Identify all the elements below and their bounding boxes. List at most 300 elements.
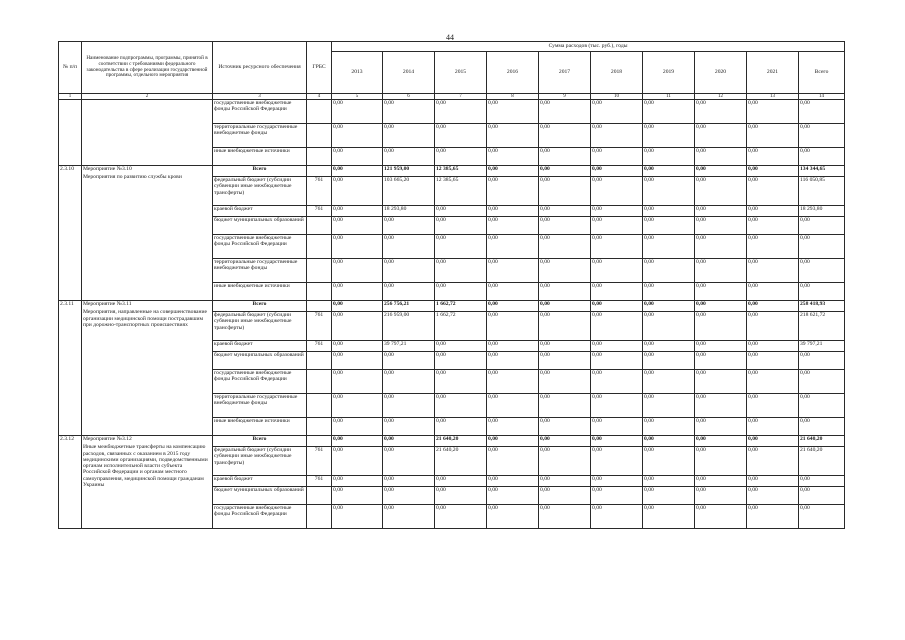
grbs-code bbox=[307, 217, 332, 235]
amount-cell: 0,00 bbox=[539, 235, 591, 259]
grbs-code bbox=[307, 100, 332, 124]
amount-cell: 0,00 bbox=[591, 177, 643, 206]
amount-cell: 0,00 bbox=[487, 217, 539, 235]
amount-cell: 0,00 bbox=[383, 124, 435, 148]
amount-cell: 0,00 bbox=[435, 235, 487, 259]
amount-cell: 0,00 bbox=[332, 301, 383, 312]
amount-cell: 1 662,72 bbox=[435, 312, 487, 341]
amount-cell: 134 344,65 bbox=[799, 166, 845, 177]
amount-cell: 0,00 bbox=[487, 487, 539, 505]
amount-cell: 0,00 bbox=[591, 217, 643, 235]
amount-cell: 1 662,72 bbox=[435, 301, 487, 312]
column-number: 4 bbox=[307, 94, 332, 100]
amount-cell: 0,00 bbox=[591, 148, 643, 166]
amount-cell: 0,00 bbox=[643, 217, 695, 235]
amount-cell: 0,00 bbox=[591, 487, 643, 505]
header-year: 2018 bbox=[591, 52, 643, 94]
header-year: 2019 bbox=[643, 52, 695, 94]
amount-cell: 0,00 bbox=[435, 418, 487, 436]
amount-cell: 0,00 bbox=[539, 177, 591, 206]
column-number: 9 bbox=[539, 94, 591, 100]
amount-cell: 0,00 bbox=[695, 124, 747, 148]
amount-cell: 0,00 bbox=[643, 301, 695, 312]
amount-cell: 0,00 bbox=[539, 301, 591, 312]
amount-cell: 0,00 bbox=[643, 436, 695, 447]
amount-cell: 0,00 bbox=[695, 418, 747, 436]
grbs-code bbox=[307, 394, 332, 418]
amount-cell: 218 621,72 bbox=[799, 312, 845, 341]
header-year: 2021 bbox=[747, 52, 799, 94]
amount-cell: 0,00 bbox=[695, 476, 747, 487]
funding-source: бюджет муниципальных образований bbox=[213, 487, 307, 505]
amount-cell: 0,00 bbox=[799, 418, 845, 436]
amount-cell: 0,00 bbox=[435, 100, 487, 124]
table-row bbox=[59, 100, 845, 124]
amount-cell: 0,00 bbox=[487, 447, 539, 476]
amount-cell: 0,00 bbox=[591, 166, 643, 177]
grbs-code bbox=[307, 301, 332, 312]
measure-number: 2.3.12 bbox=[59, 436, 82, 529]
amount-cell: 39 797,21 bbox=[383, 341, 435, 352]
amount-cell: 0,00 bbox=[591, 312, 643, 341]
amount-cell: 0,00 bbox=[435, 283, 487, 301]
amount-cell: 0,00 bbox=[332, 235, 383, 259]
amount-cell: 0,00 bbox=[332, 505, 383, 529]
amount-cell: 0,00 bbox=[487, 166, 539, 177]
amount-cell: 0,00 bbox=[332, 394, 383, 418]
amount-cell: 0,00 bbox=[747, 100, 799, 124]
amount-cell: 21 640,20 bbox=[435, 447, 487, 476]
amount-cell: 0,00 bbox=[539, 505, 591, 529]
grbs-code: 761 bbox=[307, 177, 332, 206]
grbs-code bbox=[307, 505, 332, 529]
amount-cell: 0,00 bbox=[591, 124, 643, 148]
amount-cell: 0,00 bbox=[643, 166, 695, 177]
header-year: 2017 bbox=[539, 52, 591, 94]
column-number: 6 bbox=[383, 94, 435, 100]
amount-cell: 0,00 bbox=[747, 177, 799, 206]
amount-cell: 0,00 bbox=[799, 148, 845, 166]
funding-source: территориальные государственные внебюджетные фонды bbox=[213, 124, 307, 148]
amount-cell: 0,00 bbox=[487, 100, 539, 124]
amount-cell: 0,00 bbox=[695, 436, 747, 447]
amount-cell: 0,00 bbox=[591, 341, 643, 352]
amount-cell: 0,00 bbox=[539, 341, 591, 352]
amount-cell: 0,00 bbox=[747, 476, 799, 487]
measure-title: Мероприятие №3.10 bbox=[83, 166, 132, 172]
funding-source: иные внебюджетные источники bbox=[213, 283, 307, 301]
amount-cell: 0,00 bbox=[799, 283, 845, 301]
column-number: 8 bbox=[487, 94, 539, 100]
funding-source: бюджет муниципальных образований bbox=[213, 217, 307, 235]
column-number: 2 bbox=[82, 94, 213, 100]
amount-cell: 0,00 bbox=[591, 100, 643, 124]
amount-cell: 0,00 bbox=[695, 283, 747, 301]
amount-cell: 0,00 bbox=[332, 259, 383, 283]
measure-description: Иные межбюджетные трансферты на компенсацию расходов, связанных с оказанием в 2015 году медицинскими организациями, подведомственными органам исполнительной власти субъекта Российской Федерации и органам местного самоуправления, медицинской помощи гражданам Украины bbox=[83, 444, 208, 489]
table-row bbox=[59, 166, 845, 177]
grbs-code: 761 bbox=[307, 447, 332, 476]
amount-cell: 18 293,80 bbox=[799, 206, 845, 217]
amount-cell: 0,00 bbox=[799, 370, 845, 394]
amount-cell: 0,00 bbox=[747, 370, 799, 394]
amount-cell: 0,00 bbox=[332, 148, 383, 166]
amount-cell: 0,00 bbox=[487, 418, 539, 436]
header-year: 2015 bbox=[435, 52, 487, 94]
amount-cell: 0,00 bbox=[643, 476, 695, 487]
funding-source: иные внебюджетные источники bbox=[213, 418, 307, 436]
amount-cell: 21 640,20 bbox=[799, 436, 845, 447]
amount-cell: 0,00 bbox=[539, 476, 591, 487]
amount-cell: 0,00 bbox=[332, 177, 383, 206]
amount-cell: 0,00 bbox=[539, 124, 591, 148]
amount-cell: 0,00 bbox=[539, 166, 591, 177]
amount-cell: 121 959,00 bbox=[383, 166, 435, 177]
grbs-code: 761 bbox=[307, 476, 332, 487]
amount-cell: 0,00 bbox=[695, 447, 747, 476]
measure-number bbox=[59, 100, 82, 166]
amount-cell: 0,00 bbox=[747, 206, 799, 217]
amount-cell: 0,00 bbox=[747, 394, 799, 418]
amount-cell: 0,00 bbox=[591, 476, 643, 487]
amount-cell: 0,00 bbox=[383, 217, 435, 235]
amount-cell: 0,00 bbox=[332, 352, 383, 370]
column-number: 7 bbox=[435, 94, 487, 100]
amount-cell: 0,00 bbox=[332, 341, 383, 352]
grbs-code bbox=[307, 259, 332, 283]
amount-cell: 18 293,80 bbox=[383, 206, 435, 217]
amount-cell: 0,00 bbox=[383, 436, 435, 447]
amount-cell: 0,00 bbox=[799, 235, 845, 259]
amount-cell: 0,00 bbox=[643, 124, 695, 148]
funding-source: федеральный бюджет (субсидии субвенции иные межбюджетные трансферты) bbox=[213, 312, 307, 341]
amount-cell: 0,00 bbox=[695, 217, 747, 235]
amount-cell: 0,00 bbox=[487, 259, 539, 283]
amount-cell: 0,00 bbox=[799, 259, 845, 283]
amount-cell: 0,00 bbox=[332, 370, 383, 394]
amount-cell: 0,00 bbox=[383, 505, 435, 529]
amount-cell: 0,00 bbox=[695, 177, 747, 206]
amount-cell: 0,00 bbox=[643, 177, 695, 206]
amount-cell: 0,00 bbox=[332, 217, 383, 235]
amount-cell: 0,00 bbox=[435, 217, 487, 235]
amount-cell: 0,00 bbox=[695, 505, 747, 529]
amount-cell: 0,00 bbox=[332, 283, 383, 301]
amount-cell: 0,00 bbox=[747, 124, 799, 148]
header-name: Наименование подпрограммы, программы, принятой в соответствии с требованиями федерального законодательства в сфере реализации государственной программы, отдельного мероприятия bbox=[82, 42, 213, 94]
amount-cell: 0,00 bbox=[643, 505, 695, 529]
amount-cell: 0,00 bbox=[539, 312, 591, 341]
funding-source: государственные внебюджетные фонды Российской Федерации bbox=[213, 370, 307, 394]
funding-source: краевой бюджет bbox=[213, 476, 307, 487]
amount-cell: 258 418,93 bbox=[799, 301, 845, 312]
funding-source: иные внебюджетные источники bbox=[213, 148, 307, 166]
amount-cell: 0,00 bbox=[332, 100, 383, 124]
amount-cell: 0,00 bbox=[695, 148, 747, 166]
amount-cell: 0,00 bbox=[643, 352, 695, 370]
measure-number: 2.3.11 bbox=[59, 301, 82, 436]
amount-cell: 0,00 bbox=[539, 259, 591, 283]
measure-name bbox=[82, 301, 213, 436]
amount-cell: 0,00 bbox=[487, 235, 539, 259]
amount-cell: 0,00 bbox=[539, 487, 591, 505]
column-number: 10 bbox=[591, 94, 643, 100]
amount-cell: 0,00 bbox=[487, 124, 539, 148]
amount-cell: 0,00 bbox=[799, 505, 845, 529]
table-row bbox=[59, 436, 845, 447]
amount-cell: 0,00 bbox=[332, 436, 383, 447]
amount-cell: 0,00 bbox=[435, 352, 487, 370]
amount-cell: 0,00 bbox=[591, 283, 643, 301]
amount-cell: 0,00 bbox=[747, 283, 799, 301]
funding-source: федеральный бюджет (субсидии субвенции иные межбюджетные трансферты) bbox=[213, 447, 307, 476]
amount-cell: 0,00 bbox=[695, 206, 747, 217]
grbs-code bbox=[307, 124, 332, 148]
amount-cell: 0,00 bbox=[539, 206, 591, 217]
amount-cell: 0,00 bbox=[747, 487, 799, 505]
amount-cell: 0,00 bbox=[747, 312, 799, 341]
funding-source: краевой бюджет bbox=[213, 341, 307, 352]
amount-cell: 0,00 bbox=[539, 394, 591, 418]
amount-cell: 0,00 bbox=[487, 177, 539, 206]
amount-cell: 0,00 bbox=[747, 505, 799, 529]
amount-cell: 0,00 bbox=[383, 352, 435, 370]
amount-cell: 0,00 bbox=[487, 206, 539, 217]
header-year: 2020 bbox=[695, 52, 747, 94]
header-year: 2013 bbox=[332, 52, 383, 94]
amount-cell: 0,00 bbox=[591, 370, 643, 394]
column-number: 12 bbox=[695, 94, 747, 100]
amount-cell: 0,00 bbox=[799, 100, 845, 124]
grbs-code bbox=[307, 352, 332, 370]
amount-cell: 0,00 bbox=[695, 259, 747, 283]
measure-description: Мероприятия, направленные на совершенствование организации медицинской помощи пострадавшим при дорожно-транспортных происшествиях bbox=[83, 309, 207, 328]
grbs-code bbox=[307, 487, 332, 505]
grbs-code bbox=[307, 148, 332, 166]
total-label: Всего bbox=[213, 301, 307, 312]
amount-cell: 0,00 bbox=[591, 301, 643, 312]
amount-cell: 0,00 bbox=[643, 341, 695, 352]
amount-cell: 0,00 bbox=[695, 100, 747, 124]
amount-cell: 0,00 bbox=[332, 418, 383, 436]
amount-cell: 0,00 bbox=[695, 341, 747, 352]
measure-name bbox=[82, 100, 213, 166]
amount-cell: 0,00 bbox=[643, 283, 695, 301]
amount-cell: 0,00 bbox=[539, 436, 591, 447]
amount-cell: 0,00 bbox=[643, 394, 695, 418]
amount-cell: 0,00 bbox=[747, 352, 799, 370]
amount-cell: 0,00 bbox=[487, 394, 539, 418]
measure-name bbox=[82, 166, 213, 301]
amount-cell: 0,00 bbox=[539, 370, 591, 394]
amount-cell: 0,00 bbox=[747, 148, 799, 166]
amount-cell: 0,00 bbox=[539, 447, 591, 476]
amount-cell: 0,00 bbox=[695, 352, 747, 370]
amount-cell: 0,00 bbox=[435, 487, 487, 505]
amount-cell: 0,00 bbox=[643, 418, 695, 436]
amount-cell: 0,00 bbox=[695, 370, 747, 394]
amount-cell: 0,00 bbox=[435, 206, 487, 217]
grbs-code bbox=[307, 166, 332, 177]
amount-cell: 0,00 bbox=[695, 312, 747, 341]
amount-cell: 0,00 bbox=[539, 283, 591, 301]
grbs-code: 761 bbox=[307, 206, 332, 217]
amount-cell: 0,00 bbox=[383, 370, 435, 394]
amount-cell: 0,00 bbox=[383, 283, 435, 301]
amount-cell: 0,00 bbox=[539, 100, 591, 124]
column-number: 1 bbox=[59, 94, 82, 100]
amount-cell: 0,00 bbox=[487, 148, 539, 166]
amount-cell: 12 385,65 bbox=[435, 166, 487, 177]
amount-cell: 0,00 bbox=[487, 436, 539, 447]
amount-cell: 0,00 bbox=[383, 100, 435, 124]
amount-cell: 21 640,20 bbox=[799, 447, 845, 476]
funding-source: государственные внебюджетные фонды Российской Федерации bbox=[213, 100, 307, 124]
amount-cell: 0,00 bbox=[591, 436, 643, 447]
column-number: 13 bbox=[747, 94, 799, 100]
amount-cell: 0,00 bbox=[747, 418, 799, 436]
funding-source: территориальные государственные внебюджетные фонды bbox=[213, 259, 307, 283]
amount-cell: 0,00 bbox=[435, 124, 487, 148]
amount-cell: 0,00 bbox=[332, 487, 383, 505]
amount-cell: 0,00 bbox=[435, 476, 487, 487]
grbs-code: 761 bbox=[307, 341, 332, 352]
header-year: Всего bbox=[799, 52, 845, 94]
total-label: Всего bbox=[213, 436, 307, 447]
amount-cell: 0,00 bbox=[487, 370, 539, 394]
amount-cell: 0,00 bbox=[591, 352, 643, 370]
amount-cell: 0,00 bbox=[747, 447, 799, 476]
budget-table bbox=[58, 41, 845, 529]
amount-cell: 0,00 bbox=[747, 217, 799, 235]
amount-cell: 0,00 bbox=[487, 352, 539, 370]
grbs-code bbox=[307, 436, 332, 447]
amount-cell: 0,00 bbox=[383, 447, 435, 476]
column-number: 14 bbox=[799, 94, 845, 100]
amount-cell: 39 797,21 bbox=[799, 341, 845, 352]
funding-source: территориальные государственные внебюджетные фонды bbox=[213, 394, 307, 418]
measure-title: Мероприятие №3.12 bbox=[83, 436, 132, 442]
funding-source: федеральный бюджет (субсидии субвенции иные межбюджетные трансферты) bbox=[213, 177, 307, 206]
amount-cell: 0,00 bbox=[695, 235, 747, 259]
amount-cell: 0,00 bbox=[643, 370, 695, 394]
amount-cell: 0,00 bbox=[435, 394, 487, 418]
funding-source: государственные внебюджетные фонды Российской Федерации bbox=[213, 505, 307, 529]
column-number: 5 bbox=[332, 94, 383, 100]
column-number: 3 bbox=[213, 94, 307, 100]
amount-cell: 0,00 bbox=[747, 436, 799, 447]
amount-cell: 0,00 bbox=[487, 312, 539, 341]
amount-cell: 0,00 bbox=[591, 206, 643, 217]
amount-cell: 0,00 bbox=[383, 235, 435, 259]
header-source: Источник ресурсного обеспечения bbox=[213, 42, 307, 94]
amount-cell: 0,00 bbox=[643, 206, 695, 217]
amount-cell: 0,00 bbox=[643, 148, 695, 166]
amount-cell: 0,00 bbox=[383, 418, 435, 436]
amount-cell: 103 665,20 bbox=[383, 177, 435, 206]
amount-cell: 0,00 bbox=[591, 418, 643, 436]
amount-cell: 0,00 bbox=[539, 418, 591, 436]
amount-cell: 0,00 bbox=[435, 259, 487, 283]
amount-cell: 0,00 bbox=[487, 341, 539, 352]
amount-cell: 0,00 bbox=[332, 476, 383, 487]
amount-cell: 21 640,20 bbox=[435, 436, 487, 447]
amount-cell: 0,00 bbox=[695, 487, 747, 505]
grbs-code bbox=[307, 370, 332, 394]
amount-cell: 0,00 bbox=[435, 148, 487, 166]
amount-cell: 0,00 bbox=[435, 370, 487, 394]
grbs-code bbox=[307, 418, 332, 436]
total-label: Всего bbox=[213, 166, 307, 177]
amount-cell: 116 050,85 bbox=[799, 177, 845, 206]
table-row bbox=[59, 301, 845, 312]
measure-title: Мероприятие №3.11 bbox=[83, 301, 132, 307]
amount-cell: 0,00 bbox=[799, 487, 845, 505]
amount-cell: 216 959,00 bbox=[383, 312, 435, 341]
amount-cell: 0,00 bbox=[487, 505, 539, 529]
amount-cell: 256 756,21 bbox=[383, 301, 435, 312]
amount-cell: 0,00 bbox=[747, 235, 799, 259]
amount-cell: 0,00 bbox=[695, 166, 747, 177]
amount-cell: 0,00 bbox=[799, 476, 845, 487]
funding-source: бюджет муниципальных образований bbox=[213, 352, 307, 370]
amount-cell: 0,00 bbox=[487, 476, 539, 487]
funding-source: государственные внебюджетные фонды Российской Федерации bbox=[213, 235, 307, 259]
amount-cell: 12 385,65 bbox=[435, 177, 487, 206]
amount-cell: 0,00 bbox=[539, 352, 591, 370]
amount-cell: 0,00 bbox=[591, 259, 643, 283]
amount-cell: 0,00 bbox=[591, 447, 643, 476]
amount-cell: 0,00 bbox=[539, 148, 591, 166]
amount-cell: 0,00 bbox=[332, 124, 383, 148]
amount-cell: 0,00 bbox=[799, 394, 845, 418]
amount-cell: 0,00 bbox=[332, 312, 383, 341]
amount-cell: 0,00 bbox=[332, 206, 383, 217]
amount-cell: 0,00 bbox=[383, 394, 435, 418]
measure-number: 2.3.10 bbox=[59, 166, 82, 301]
header-grbs: ГРБС bbox=[307, 42, 332, 94]
amount-cell: 0,00 bbox=[799, 217, 845, 235]
funding-source: краевой бюджет bbox=[213, 206, 307, 217]
amount-cell: 0,00 bbox=[591, 505, 643, 529]
amount-cell: 0,00 bbox=[332, 166, 383, 177]
amount-cell: 0,00 bbox=[539, 217, 591, 235]
header-year: 2016 bbox=[487, 52, 539, 94]
amount-cell: 0,00 bbox=[383, 148, 435, 166]
column-number: 11 bbox=[643, 94, 695, 100]
measure-name bbox=[82, 436, 213, 529]
header-sum: Сумма расходов (тыс. руб.), годы bbox=[332, 42, 845, 52]
amount-cell: 0,00 bbox=[383, 487, 435, 505]
amount-cell: 0,00 bbox=[591, 235, 643, 259]
amount-cell: 0,00 bbox=[695, 394, 747, 418]
amount-cell: 0,00 bbox=[435, 341, 487, 352]
grbs-code bbox=[307, 283, 332, 301]
header-year: 2014 bbox=[383, 52, 435, 94]
amount-cell: 0,00 bbox=[799, 352, 845, 370]
amount-cell: 0,00 bbox=[643, 235, 695, 259]
amount-cell: 0,00 bbox=[643, 259, 695, 283]
amount-cell: 0,00 bbox=[747, 341, 799, 352]
measure-description: Мероприятия по развитию службы крови bbox=[83, 174, 182, 181]
header-number: № п/п bbox=[59, 42, 82, 94]
amount-cell: 0,00 bbox=[643, 447, 695, 476]
amount-cell: 0,00 bbox=[643, 100, 695, 124]
amount-cell: 0,00 bbox=[799, 124, 845, 148]
page-number: 44 bbox=[446, 33, 454, 42]
grbs-code: 761 bbox=[307, 312, 332, 341]
amount-cell: 0,00 bbox=[332, 447, 383, 476]
